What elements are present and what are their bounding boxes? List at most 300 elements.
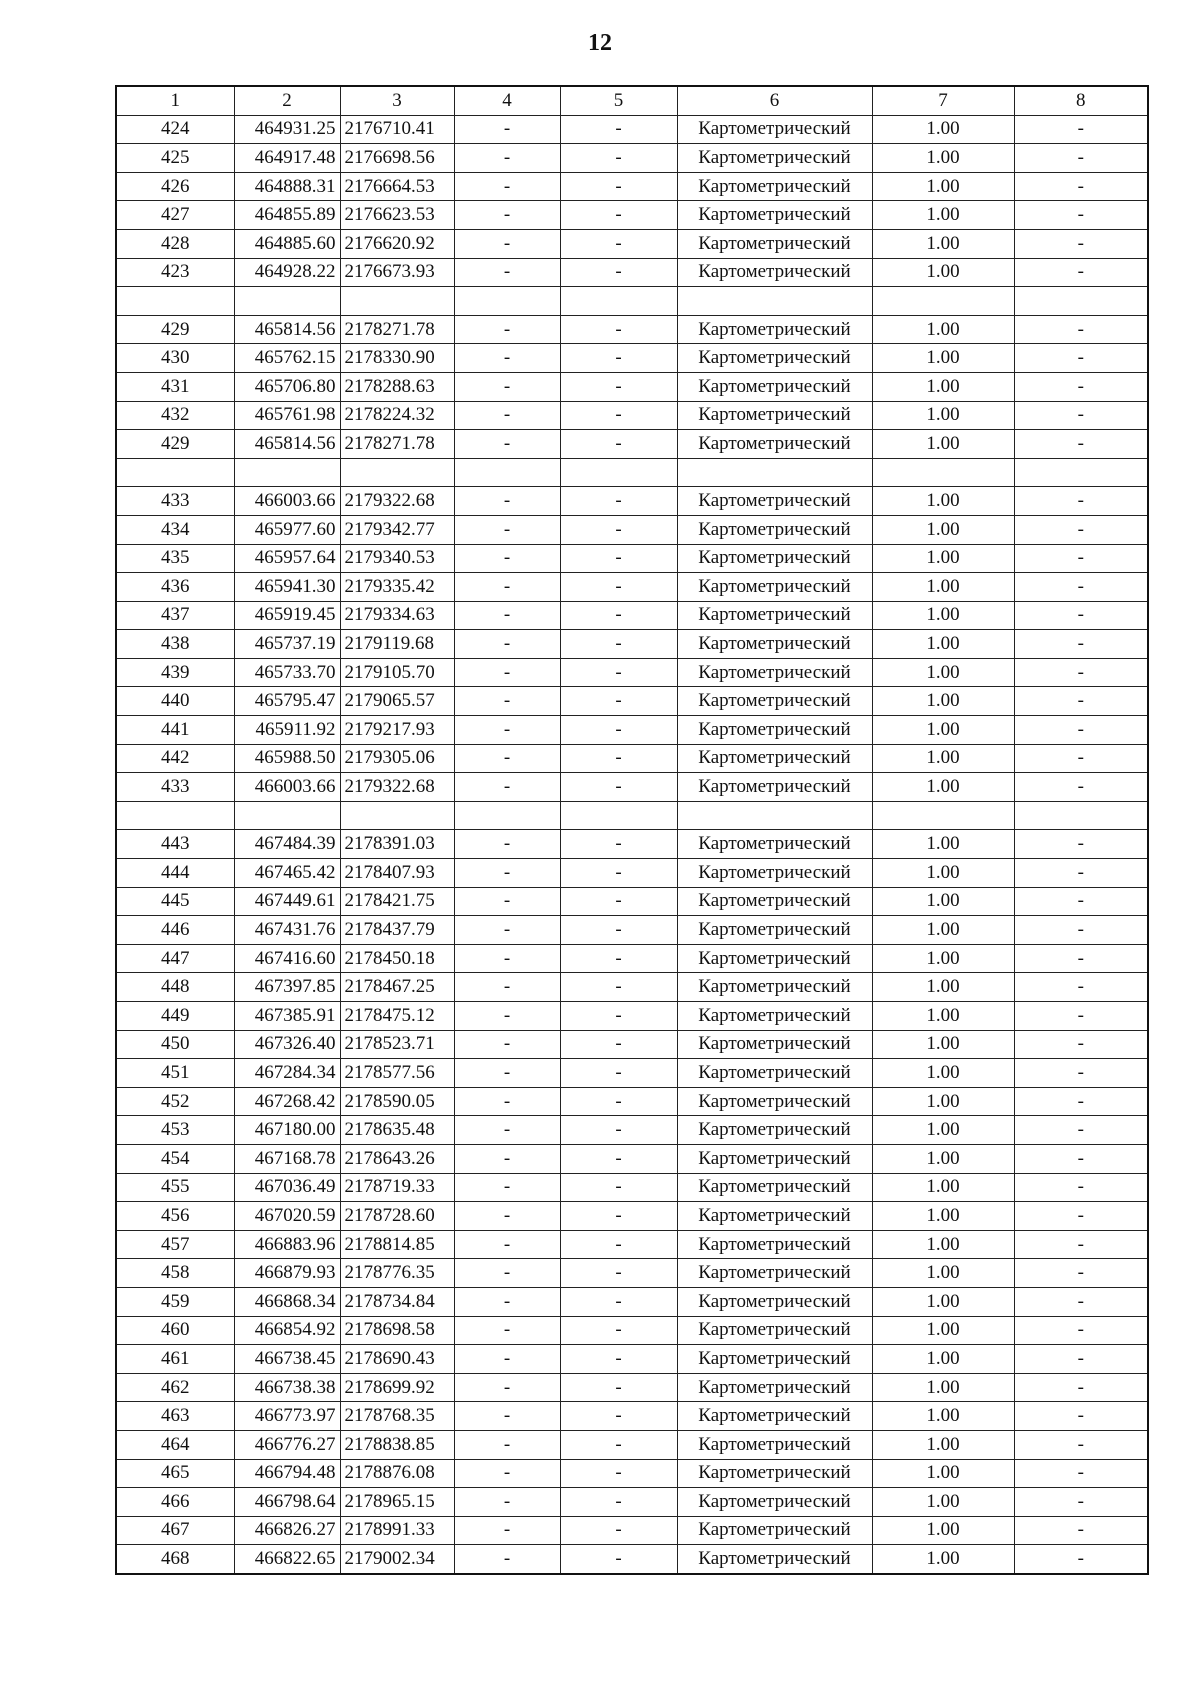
table-cell: 1.00 [872, 1173, 1014, 1202]
table-cell: 435 [116, 544, 234, 573]
table-cell: 467484.39 [234, 830, 340, 859]
table-row [116, 287, 1148, 316]
table-cell: 2178776.35 [340, 1259, 454, 1288]
table-cell: Картометрический [677, 630, 872, 659]
table-cell: 2178288.63 [340, 372, 454, 401]
table-cell: - [560, 1202, 677, 1231]
table-row [116, 1545, 1148, 1574]
table-row [116, 944, 1148, 973]
table-cell: - [560, 401, 677, 430]
table-cell: 465706.80 [234, 372, 340, 401]
table-cell: 466794.48 [234, 1459, 340, 1488]
table-cell: Картометрический [677, 1373, 872, 1402]
table-cell: - [560, 916, 677, 945]
table-cell: - [1014, 1059, 1148, 1088]
table-cell: - [454, 1488, 560, 1517]
table-cell: - [1014, 687, 1148, 716]
table-cell: 2179335.42 [340, 573, 454, 602]
table-cell: - [454, 1030, 560, 1059]
table-cell: - [454, 1230, 560, 1259]
table-row [116, 830, 1148, 859]
table-cell: 449 [116, 1002, 234, 1031]
table-cell: Картометрический [677, 1173, 872, 1202]
table-cell: Картометрический [677, 573, 872, 602]
table-cell: 1.00 [872, 1116, 1014, 1145]
table-row [116, 515, 1148, 544]
table-cell: 1.00 [872, 1144, 1014, 1173]
table-cell: 1.00 [872, 744, 1014, 773]
table-cell: Картометрический [677, 1516, 872, 1545]
table-cell: - [1014, 859, 1148, 888]
table-row [116, 801, 1148, 830]
table-cell: - [454, 1287, 560, 1316]
table-cell: 466773.97 [234, 1402, 340, 1431]
table-cell: - [560, 1345, 677, 1374]
table-cell: 453 [116, 1116, 234, 1145]
table-cell: 2176623.53 [340, 201, 454, 230]
table-row [116, 1316, 1148, 1345]
table-header-row [116, 86, 1148, 115]
table-cell: - [560, 372, 677, 401]
table-cell: 425 [116, 144, 234, 173]
table-cell: 465 [116, 1459, 234, 1488]
column-header: 5 [560, 86, 677, 115]
table-cell [677, 458, 872, 487]
table-cell: 2179105.70 [340, 658, 454, 687]
table-cell: - [1014, 1030, 1148, 1059]
table-cell: 426 [116, 172, 234, 201]
table-cell: 442 [116, 744, 234, 773]
table-row [116, 1459, 1148, 1488]
table-row [116, 258, 1148, 287]
table-cell: 2178965.15 [340, 1488, 454, 1517]
table-row [116, 344, 1148, 373]
table-row [116, 1287, 1148, 1316]
table-row [116, 401, 1148, 430]
table-cell: - [454, 430, 560, 459]
table-cell: - [454, 144, 560, 173]
table-cell: - [560, 1259, 677, 1288]
table-cell: 2178330.90 [340, 344, 454, 373]
table-cell: - [454, 1545, 560, 1574]
table-row [116, 744, 1148, 773]
table-cell: 2178635.48 [340, 1116, 454, 1145]
table-cell: - [1014, 1087, 1148, 1116]
table-cell: - [1014, 1488, 1148, 1517]
table-cell: - [1014, 515, 1148, 544]
table-cell: - [454, 172, 560, 201]
table-cell: - [454, 973, 560, 1002]
table-body [116, 115, 1148, 1574]
table-cell: 1.00 [872, 1030, 1014, 1059]
table-cell: 2179002.34 [340, 1545, 454, 1574]
table-cell: - [560, 1545, 677, 1574]
table-cell: 432 [116, 401, 234, 430]
table-cell: 466003.66 [234, 487, 340, 516]
table-cell: - [1014, 144, 1148, 173]
table-cell: 1.00 [872, 1488, 1014, 1517]
table-cell: 466 [116, 1488, 234, 1517]
table-cell: - [454, 1516, 560, 1545]
table-row [116, 573, 1148, 602]
table-cell: Картометрический [677, 1087, 872, 1116]
table-cell: 429 [116, 315, 234, 344]
table-row [116, 1202, 1148, 1231]
table-cell: - [1014, 1402, 1148, 1431]
table-cell: - [560, 1430, 677, 1459]
table-cell: Картометрический [677, 973, 872, 1002]
table-cell: 466738.38 [234, 1373, 340, 1402]
table-cell: Картометрический [677, 916, 872, 945]
table-cell: 464931.25 [234, 115, 340, 144]
table-cell: 466868.34 [234, 1287, 340, 1316]
table-cell: Картометрический [677, 172, 872, 201]
table-cell: 468 [116, 1545, 234, 1574]
table-cell: 467326.40 [234, 1030, 340, 1059]
table-cell: 464888.31 [234, 172, 340, 201]
table-cell [340, 458, 454, 487]
table-row [116, 1345, 1148, 1374]
table-cell: - [454, 1430, 560, 1459]
table-cell: - [1014, 544, 1148, 573]
table-cell: - [454, 1402, 560, 1431]
table-row [116, 201, 1148, 230]
table-cell: Картометрический [677, 716, 872, 745]
table-cell: Картометрический [677, 1430, 872, 1459]
table-cell: 464885.60 [234, 229, 340, 258]
table-cell: 465919.45 [234, 601, 340, 630]
table-cell: 2178590.05 [340, 1087, 454, 1116]
table-cell: Картометрический [677, 1259, 872, 1288]
table-cell: 2178271.78 [340, 430, 454, 459]
table-cell: 1.00 [872, 716, 1014, 745]
table-cell: Картометрический [677, 658, 872, 687]
table-cell: 465988.50 [234, 744, 340, 773]
table-cell: 461 [116, 1345, 234, 1374]
table-row [116, 1002, 1148, 1031]
table-cell: 1.00 [872, 830, 1014, 859]
table-cell: 1.00 [872, 1287, 1014, 1316]
table-cell: - [560, 1373, 677, 1402]
table-cell: - [1014, 401, 1148, 430]
table-row [116, 1116, 1148, 1145]
table-cell: Картометрический [677, 1402, 872, 1431]
table-cell: - [1014, 372, 1148, 401]
table-cell: - [560, 944, 677, 973]
table-cell [677, 287, 872, 316]
table-cell: - [560, 973, 677, 1002]
table-cell: 448 [116, 973, 234, 1002]
table-cell: 2178699.92 [340, 1373, 454, 1402]
table-cell: - [454, 201, 560, 230]
table-cell: - [454, 372, 560, 401]
table-cell: 2179322.68 [340, 487, 454, 516]
table-cell: 1.00 [872, 687, 1014, 716]
table-cell: 463 [116, 1402, 234, 1431]
table-cell: 1.00 [872, 916, 1014, 945]
table-cell: - [560, 315, 677, 344]
table-row [116, 916, 1148, 945]
table-cell: 464855.89 [234, 201, 340, 230]
table-cell: 465737.19 [234, 630, 340, 659]
table-cell: 2178391.03 [340, 830, 454, 859]
table-cell: - [560, 630, 677, 659]
table-cell: 1.00 [872, 658, 1014, 687]
table-cell: 462 [116, 1373, 234, 1402]
table-cell: Картометрический [677, 601, 872, 630]
table-cell: - [560, 773, 677, 802]
table-row [116, 1173, 1148, 1202]
table-cell: - [454, 887, 560, 916]
table-cell: 2178450.18 [340, 944, 454, 973]
table-cell: - [454, 944, 560, 973]
table-cell [560, 458, 677, 487]
table-cell: 447 [116, 944, 234, 973]
table-row [116, 716, 1148, 745]
table-cell: - [560, 144, 677, 173]
table-cell: 1.00 [872, 258, 1014, 287]
column-header: 6 [677, 86, 872, 115]
table-cell: - [454, 229, 560, 258]
table-row [116, 1087, 1148, 1116]
table-cell: 1.00 [872, 515, 1014, 544]
table-cell: - [1014, 916, 1148, 945]
table-cell: 1.00 [872, 1316, 1014, 1345]
table-cell: - [1014, 201, 1148, 230]
table-cell: 466776.27 [234, 1430, 340, 1459]
table-row [116, 1030, 1148, 1059]
table-cell: - [560, 658, 677, 687]
table-cell: 464917.48 [234, 144, 340, 173]
table-cell: - [454, 1259, 560, 1288]
table-cell: 2179217.93 [340, 716, 454, 745]
table-cell: 1.00 [872, 859, 1014, 888]
table-cell: - [454, 544, 560, 573]
table-cell: Картометрический [677, 515, 872, 544]
table-cell: - [1014, 716, 1148, 745]
table-cell: 2178838.85 [340, 1430, 454, 1459]
coordinates-table [115, 85, 1149, 1575]
table-cell: - [1014, 1373, 1148, 1402]
column-header: 1 [116, 86, 234, 115]
table-row [116, 773, 1148, 802]
table-cell: 440 [116, 687, 234, 716]
table-cell: - [560, 1459, 677, 1488]
table-cell: - [454, 916, 560, 945]
table-cell: - [1014, 1144, 1148, 1173]
table-cell: 465941.30 [234, 573, 340, 602]
table-cell: 446 [116, 916, 234, 945]
table-cell: 467416.60 [234, 944, 340, 973]
table-cell: 2179342.77 [340, 515, 454, 544]
table-cell: 1.00 [872, 315, 1014, 344]
table-cell: 467180.00 [234, 1116, 340, 1145]
table-cell: 459 [116, 1287, 234, 1316]
table-cell: - [560, 1516, 677, 1545]
table-cell: - [560, 487, 677, 516]
table-cell: - [454, 1116, 560, 1145]
table-cell: 2178728.60 [340, 1202, 454, 1231]
table-row [116, 172, 1148, 201]
table-row [116, 1402, 1148, 1431]
table-cell [340, 801, 454, 830]
table-cell: 466883.96 [234, 1230, 340, 1259]
table-cell: 1.00 [872, 944, 1014, 973]
table-cell: Картометрический [677, 773, 872, 802]
table-cell: 450 [116, 1030, 234, 1059]
table-row [116, 1373, 1148, 1402]
table-cell: 2178577.56 [340, 1059, 454, 1088]
table-cell [340, 287, 454, 316]
table-cell: - [560, 1144, 677, 1173]
table-cell: - [1014, 887, 1148, 916]
table-cell: Картометрический [677, 1287, 872, 1316]
table-cell: - [1014, 229, 1148, 258]
table-cell: 2179334.63 [340, 601, 454, 630]
table-cell: 465795.47 [234, 687, 340, 716]
table-cell: - [1014, 172, 1148, 201]
table-cell: 1.00 [872, 115, 1014, 144]
table-cell: - [454, 115, 560, 144]
table-cell: 434 [116, 515, 234, 544]
table-cell: 467449.61 [234, 887, 340, 916]
table-cell: Картометрический [677, 430, 872, 459]
table-row [116, 372, 1148, 401]
table-row [116, 630, 1148, 659]
table-cell: 465761.98 [234, 401, 340, 430]
table-cell: 2176710.41 [340, 115, 454, 144]
table-row [116, 1516, 1148, 1545]
table-cell: 2176698.56 [340, 144, 454, 173]
table-cell: - [560, 716, 677, 745]
table-cell [1014, 458, 1148, 487]
table-cell: - [454, 487, 560, 516]
table-cell: 467397.85 [234, 973, 340, 1002]
table-cell: Картометрический [677, 115, 872, 144]
table-cell: - [454, 658, 560, 687]
table-cell: 465814.56 [234, 315, 340, 344]
table-row [116, 487, 1148, 516]
table-cell [116, 287, 234, 316]
table-cell [872, 801, 1014, 830]
table-cell: 2178523.71 [340, 1030, 454, 1059]
table-cell: Картометрический [677, 1002, 872, 1031]
table-cell: 2179322.68 [340, 773, 454, 802]
table-cell: 437 [116, 601, 234, 630]
table-cell: 2178421.75 [340, 887, 454, 916]
table-cell: 1.00 [872, 201, 1014, 230]
table-cell: 465977.60 [234, 515, 340, 544]
table-cell: - [1014, 430, 1148, 459]
table-cell: - [454, 630, 560, 659]
table-cell: - [1014, 658, 1148, 687]
table-cell: Картометрический [677, 1030, 872, 1059]
table-cell: 1.00 [872, 1002, 1014, 1031]
table-cell: 1.00 [872, 1516, 1014, 1545]
column-header: 2 [234, 86, 340, 115]
table-row [116, 1059, 1148, 1088]
table-cell: 1.00 [872, 1202, 1014, 1231]
table-cell: - [454, 401, 560, 430]
table-cell: Картометрический [677, 1345, 872, 1374]
table-cell: - [1014, 1259, 1148, 1288]
table-cell: - [1014, 344, 1148, 373]
table-cell: 423 [116, 258, 234, 287]
table-cell: Картометрический [677, 372, 872, 401]
table-cell: - [454, 344, 560, 373]
table-cell: 467431.76 [234, 916, 340, 945]
table-cell: Картометрический [677, 687, 872, 716]
table-cell [116, 458, 234, 487]
table-cell: 429 [116, 430, 234, 459]
table-cell: - [454, 1173, 560, 1202]
table-cell: - [1014, 1430, 1148, 1459]
table-cell: - [560, 258, 677, 287]
table-row [116, 1144, 1148, 1173]
table-cell: 2178734.84 [340, 1287, 454, 1316]
table-cell: 465762.15 [234, 344, 340, 373]
table-cell: 1.00 [872, 1545, 1014, 1574]
table-cell: 467036.49 [234, 1173, 340, 1202]
table-cell: - [560, 1287, 677, 1316]
table-cell: - [454, 716, 560, 745]
table-cell: 1.00 [872, 1459, 1014, 1488]
table-cell: - [454, 258, 560, 287]
table-cell: - [1014, 487, 1148, 516]
table-cell: - [1014, 115, 1148, 144]
table-cell: 430 [116, 344, 234, 373]
table-cell: - [1014, 1116, 1148, 1145]
table-cell: - [560, 1316, 677, 1345]
table-cell: - [560, 1116, 677, 1145]
table-row [116, 658, 1148, 687]
column-header: 7 [872, 86, 1014, 115]
table-cell: - [454, 573, 560, 602]
table-row [116, 1259, 1148, 1288]
table-cell: - [560, 1402, 677, 1431]
table-cell: 438 [116, 630, 234, 659]
table-cell: 445 [116, 887, 234, 916]
table-row [116, 1430, 1148, 1459]
table-cell: 433 [116, 487, 234, 516]
table-cell: 452 [116, 1087, 234, 1116]
table-cell: 1.00 [872, 887, 1014, 916]
table-cell: - [560, 229, 677, 258]
table-cell: Картометрический [677, 1316, 872, 1345]
table-cell: - [560, 887, 677, 916]
table-cell: 466798.64 [234, 1488, 340, 1517]
table-cell: 2178271.78 [340, 315, 454, 344]
table-cell: - [454, 1059, 560, 1088]
table-cell: 1.00 [872, 1345, 1014, 1374]
table-cell: Картометрический [677, 1116, 872, 1145]
table-cell: 2178407.93 [340, 859, 454, 888]
table-cell: - [454, 1459, 560, 1488]
table-cell: 467020.59 [234, 1202, 340, 1231]
table-cell: Картометрический [677, 487, 872, 516]
table-cell: 2178475.12 [340, 1002, 454, 1031]
table-cell: 427 [116, 201, 234, 230]
table-cell: 1.00 [872, 401, 1014, 430]
table-cell: - [560, 201, 677, 230]
table-cell: 1.00 [872, 1430, 1014, 1459]
table-row [116, 1488, 1148, 1517]
table-cell [872, 287, 1014, 316]
table-cell: 466826.27 [234, 1516, 340, 1545]
table-cell: 455 [116, 1173, 234, 1202]
table-cell: - [560, 1488, 677, 1517]
table-cell: - [560, 1059, 677, 1088]
